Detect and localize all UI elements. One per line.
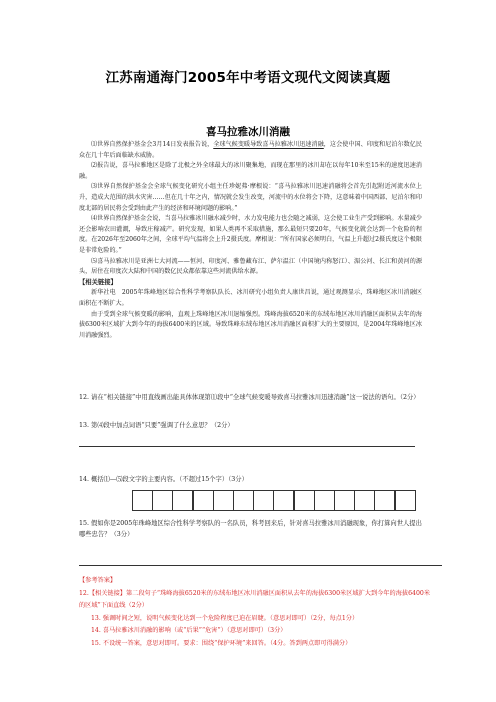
paragraph-6: 新华社电 2005年珠峰地区综合性科学考察队队长、冰川研究小组负责人康世昌说，通过观测显示，珠峰地区冰川消融区面积在不断扩大。 bbox=[79, 289, 422, 307]
answer-cell[interactable] bbox=[253, 490, 274, 511]
answer-cell[interactable] bbox=[354, 490, 375, 511]
question-13: 13. 第⑷段中加点词语“只要”强调了什么意思？（2分） bbox=[79, 422, 234, 429]
answer-cell[interactable] bbox=[314, 490, 335, 511]
question-14: 14. 概括⑴—⑸段文字的主要内容。（不超过15个字）（3分） bbox=[79, 476, 248, 483]
answer-key bbox=[79, 575, 435, 651]
answer-12: 12.【相关链接】第二段句子“珠峰海拔6520米的东绒布地区冰川消融区面积从去年的海拔6300米区域扩大到今年的海拔6400米的区域”下面直线（2分） bbox=[79, 589, 431, 610]
paragraph-3: ⑶世界自然保护基金会全球气候变化研究小组主任珍妮弗·摩根说：“喜马拉雅冰川迅速消融将会首先引起附近河流水位上升，造成大范围的洪水灾害……但在几十年之内，情况就会发生改变，河流中的水位将会下降，这意味着中国西部、尼泊尔和印度北部的居民将会受到由此产生的经济和环境问题的影响。” bbox=[79, 183, 422, 212]
answer-cell[interactable] bbox=[152, 490, 173, 511]
document-title: 江苏南通海门2005年中考语文现代文阅读真题 bbox=[105, 70, 391, 86]
answer-14: 14. 喜马拉雅冰川消融的影响（或“后果”“危害”）（意思对即可）（3分） bbox=[91, 627, 287, 635]
answer-13: 13. 强调时间之短，说明气候变化达到一个危险程度已迫在眉睫。（意思对即可）（2分，每点1分） bbox=[91, 614, 359, 622]
answer-grid-14[interactable] bbox=[132, 490, 415, 511]
answer-cell[interactable] bbox=[273, 490, 294, 511]
question-12: 12. 请在“相关链接”中用直线画出能具体体现第⑴段中“全球气候变暖导致喜马拉雅冰川迅速消融”这一说法的语句。（2分） bbox=[79, 394, 420, 401]
answer-cell[interactable] bbox=[213, 490, 234, 511]
paragraph-1-tail: ，这会使中国、印度和尼泊尔数亿民众在几十年后面临缺水威胁。 bbox=[79, 141, 422, 159]
answer-15: 15. 不设统一答案，意思对即可。要求：围绕“保护环境”来回答。（4分。答到两点即可得满分） bbox=[91, 639, 352, 647]
question-15: 15. 假如你是2005年珠峰地区综合性科学考察队的一名队员，科考回来后，针对喜马拉雅冰川消融现象，你打算向世人提出哪些忠告？（3分） bbox=[79, 520, 422, 538]
answer-line-13 bbox=[79, 446, 415, 447]
paragraph-4: ⑷世界自然保护基金会说，当喜马拉雅冰川融水减少时，水力发电能力也会随之减弱，这会使工业生产受到影响。水量减少还会影响农田灌溉，导致庄稼减产。研究发现，如果人类再不采取措施，那么最短只要20年，气候变化就会达到一个危险的程度。在2026年至2060年之间，全球平均气温将会上升2摄氏度。摩根说：“所有国家必须明白，气温上升超过2摄氏度这个极限是非常危险的。” bbox=[79, 215, 422, 254]
related-link-heading: 【相关链接】 bbox=[79, 278, 117, 286]
answer-cell[interactable] bbox=[395, 490, 416, 511]
paragraph-1 bbox=[79, 140, 422, 161]
answer-cell[interactable] bbox=[193, 490, 214, 511]
answer-key-heading: 【参考答案】 bbox=[79, 577, 117, 584]
answer-line-15 bbox=[79, 565, 442, 566]
paragraph-1-lead: ⑴世界自然保护基金会3月14日发表报告说， bbox=[91, 141, 214, 148]
paragraph-7: 由于受到全球气候变暖的影响，直观上珠峰地区冰川退缩强烈。珠峰海拔6520米的东绒布地区冰川消融区面积从去年的海拔6300米区域扩大到今年的海拔6400米的区域。导致珠峰东绒布地区冰川消融区面积扩大的主要原因，是2004年珠峰地区冰川消融强烈。 bbox=[79, 310, 422, 339]
underlined-sentence: 全球气候变暖导致喜马拉雅冰川迅速消融 bbox=[213, 141, 324, 148]
answer-cell[interactable] bbox=[374, 490, 395, 511]
article-title: 喜马拉雅冰川消融 bbox=[206, 126, 290, 138]
paragraph-2: ⑵报告说，喜马拉雅地区是除了北极之外全球最大的冰川聚集地，而现在那里的冰川却在以每年10米至15米的速度迅速消融。 bbox=[79, 162, 422, 180]
paragraph-5: ⑸喜马拉雅冰川是亚洲七大河流——恒河、印度河、雅鲁藏布江、萨尔温江（中国境内称怒江）、湄公河、长江和黄河的源头，居住在印度次大陆和中国的数亿民众都依靠这些河流供给水源。 bbox=[79, 257, 422, 276]
answer-cell[interactable] bbox=[294, 490, 315, 511]
answer-cell[interactable] bbox=[334, 490, 355, 511]
answer-cell[interactable] bbox=[172, 490, 193, 511]
answer-cell[interactable] bbox=[132, 490, 153, 511]
article-body bbox=[79, 140, 422, 341]
answer-cell[interactable] bbox=[233, 490, 254, 511]
